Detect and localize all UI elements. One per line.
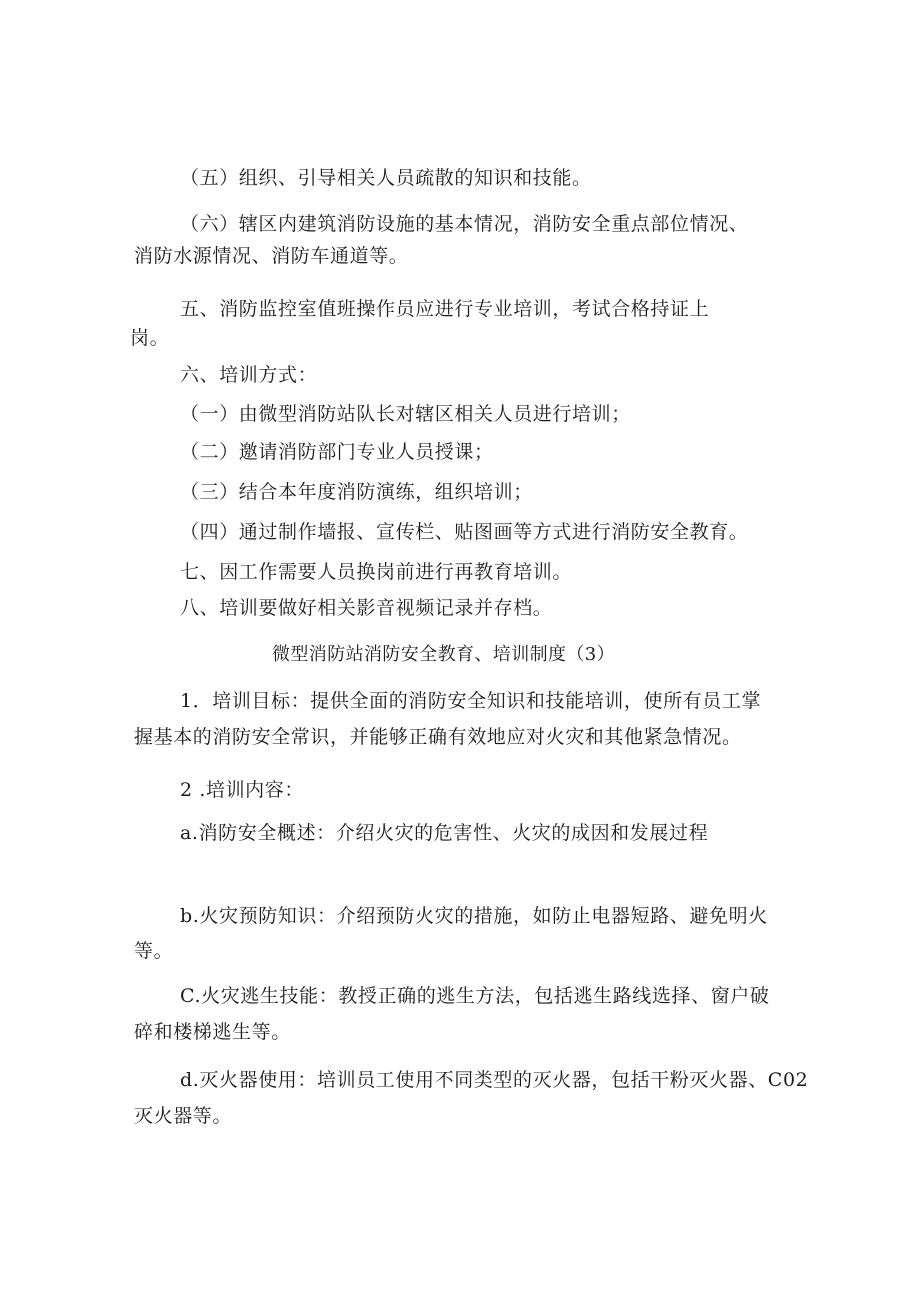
text-line-goal-continued: 握基本的消防安全常识，并能够正确有效地应对火灾和其他紧急情况。 bbox=[134, 726, 742, 748]
text-line-5-evacuation: （五）组织、引导相关人员疏散的知识和技能。 bbox=[180, 167, 592, 189]
text-line-item-d-continued: 灭火器等。 bbox=[134, 1105, 233, 1127]
text-line-section-6-heading: 六、培训方式： bbox=[180, 364, 318, 386]
text-line-item-a: a.消防安全概述：介绍火灾的危害性、火灾的成因和发展过程 bbox=[180, 822, 709, 844]
text-line-item-c-continued: 碎和楼梯逃生等。 bbox=[134, 1021, 291, 1043]
text-line-item-c: C.火灾逃生技能：教授正确的逃生方法，包括逃生路线选择、窗户破 bbox=[180, 985, 770, 1007]
text-line-method-3: （三）结合本年度消防演练，组织培训； bbox=[180, 481, 533, 503]
text-line-content-heading: 2 .培训内容： bbox=[180, 779, 304, 801]
text-line-section-8: 八、培训要做好相关影音视频记录并存档。 bbox=[180, 597, 553, 619]
text-line-method-1: （一）由微型消防站队长对辖区相关人员进行培训； bbox=[180, 403, 631, 425]
text-line-6-facilities: （六）辖区内建筑消防设施的基本情况，消防安全重点部位情况、 bbox=[180, 213, 749, 235]
text-line-6-continued: 消防水源情况、消防车通道等。 bbox=[134, 245, 409, 267]
text-line-method-4: （四）通过制作墙报、宣传栏、贴图画等方式进行消防安全教育。 bbox=[180, 521, 749, 543]
text-line-section-5-continued: 岗。 bbox=[130, 327, 170, 349]
text-line-item-d: d.灭火器使用：培训员工使用不同类型的灭火器，包括干粉灭火器、C02 bbox=[180, 1069, 809, 1091]
text-line-goal: 1．培训目标：提供全面的消防安全知识和技能培训，使所有员工掌 bbox=[180, 690, 762, 712]
text-line-section-5: 五、消防监控室值班操作员应进行专业培训，考试合格持证上 bbox=[180, 298, 710, 320]
text-line-item-b-continued: 等。 bbox=[134, 940, 174, 962]
text-line-method-2: （二）邀请消防部门专业人员授课； bbox=[180, 441, 494, 463]
text-line-item-b: b.火灾预防知识：介绍预防火灾的措施，如防止电器短路、避免明火 bbox=[180, 905, 768, 927]
text-line-section-7: 七、因工作需要人员换岗前进行再教育培训。 bbox=[180, 561, 573, 583]
section-title: 微型消防站消防安全教育、培训制度（3） bbox=[272, 644, 616, 665]
